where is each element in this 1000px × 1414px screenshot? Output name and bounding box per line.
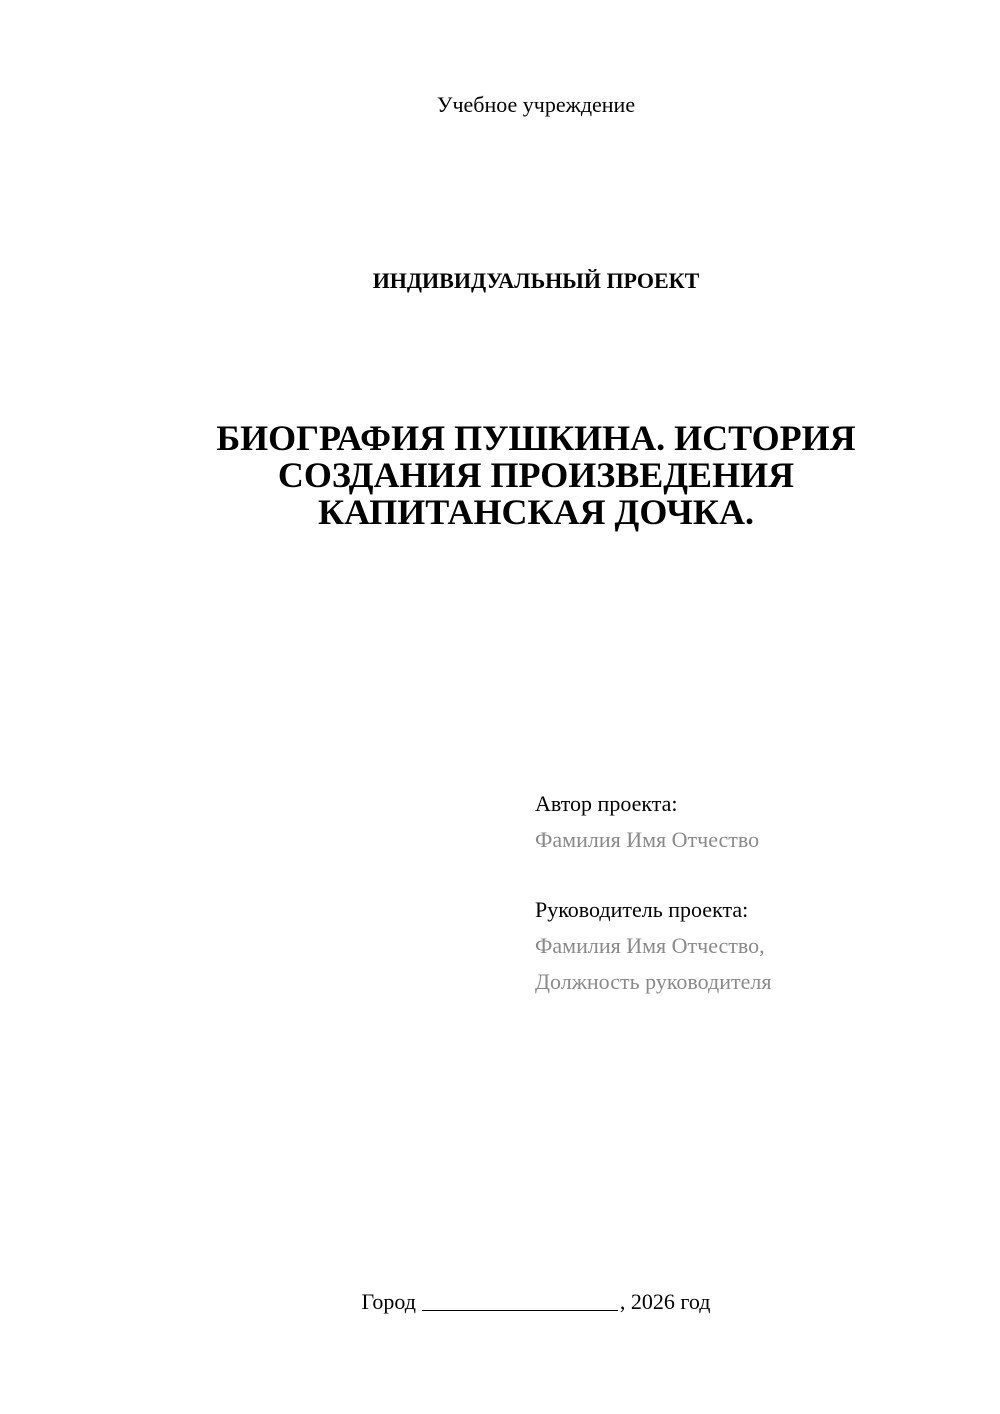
year-text: , 2026 год (619, 1289, 711, 1314)
institution-name: Учебное учреждение (436, 92, 636, 117)
supervisor-label: Руководитель проекта: (535, 897, 749, 922)
supervisor-name-placeholder: Фамилия Имя Отчество, (535, 933, 765, 958)
city-blank-line (422, 1290, 618, 1311)
city-year-footer (186, 1288, 886, 1316)
supervisor-position-placeholder: Должность руководителя (535, 969, 772, 994)
project-type-heading: ИНДИВИДУАЛЬНЫЙ ПРОЕКТ (372, 268, 700, 293)
project-title-line-1: БИОГРАФИЯ ПУШКИНА. ИСТОРИЯ (216, 418, 856, 458)
author-label: Автор проекта: (535, 791, 678, 816)
city-label: Город (361, 1289, 416, 1314)
project-title-line-2: СОЗДАНИЯ ПРОИЗВЕДЕНИЯ (277, 455, 795, 495)
supervisor-block (535, 892, 975, 1000)
author-block (535, 786, 975, 858)
author-name-placeholder: Фамилия Имя Отчество (535, 827, 760, 852)
project-title-line-3: КАПИТАНСКАЯ ДОЧКА. (318, 492, 754, 532)
project-title (186, 420, 886, 531)
